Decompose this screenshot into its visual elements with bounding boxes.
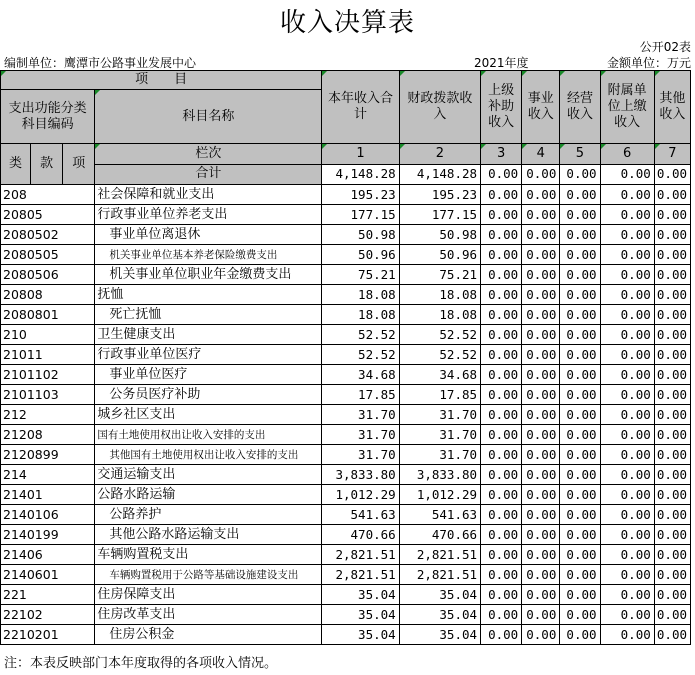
amount-cell: 17.85 <box>399 385 480 405</box>
amount-cell: 0.00 <box>654 185 690 205</box>
amount-cell: 35.04 <box>322 605 399 625</box>
amount-cell: 52.52 <box>322 345 399 365</box>
amount-cell: 0.00 <box>481 405 522 425</box>
subject-name: 住房保障支出 <box>95 585 322 605</box>
amount-cell: 0.00 <box>522 545 560 565</box>
subject-code: 2101103 <box>1 385 95 405</box>
amount-cell: 0.00 <box>654 585 690 605</box>
subject-name: 住房公积金 <box>95 625 322 645</box>
subject-code: 2080505 <box>1 245 95 265</box>
amount-cell: 0.00 <box>600 565 654 585</box>
subject-code: 208 <box>1 185 95 205</box>
amount-cell: 0.00 <box>654 285 690 305</box>
amount-cell: 1,012.29 <box>322 485 399 505</box>
amount-cell: 0.00 <box>560 185 600 205</box>
amount-cell: 0.00 <box>600 185 654 205</box>
header-item: 项 目 <box>1 71 322 90</box>
amount-cell: 0.00 <box>560 265 600 285</box>
subject-code: 2101102 <box>1 365 95 385</box>
page-title: 收入决算表 <box>279 8 415 38</box>
income-table <box>0 70 691 645</box>
amount-cell: 0.00 <box>560 625 600 645</box>
table-row <box>1 385 691 405</box>
amount-cell: 0.00 <box>560 425 600 445</box>
amount-cell: 50.98 <box>322 225 399 245</box>
subject-code: 21011 <box>1 345 95 365</box>
amount-cell: 0.00 <box>481 225 522 245</box>
col-num-2: 2 <box>399 144 480 165</box>
amount-cell: 195.23 <box>322 185 399 205</box>
subject-code: 212 <box>1 405 95 425</box>
amount-cell: 0.00 <box>560 245 600 265</box>
subject-name: 社会保障和就业支出 <box>95 185 322 205</box>
amount-cell: 0.00 <box>600 485 654 505</box>
amount-cell: 0.00 <box>560 385 600 405</box>
amount-cell: 0.00 <box>560 405 600 425</box>
amount-cell: 35.04 <box>399 605 480 625</box>
amount-cell: 0.00 <box>522 425 560 445</box>
header-col-2: 财政拨款收入 <box>399 71 480 144</box>
amount-cell: 0.00 <box>522 285 560 305</box>
amount-cell: 0.00 <box>522 345 560 365</box>
amount-cell: 0.00 <box>654 305 690 325</box>
table-row <box>1 605 691 625</box>
amount-cell: 50.96 <box>322 245 399 265</box>
amount-cell: 0.00 <box>522 205 560 225</box>
subject-name: 车辆购置税用于公路等基础设施建设支出 <box>95 565 322 585</box>
header-heji: 合计 <box>95 164 322 185</box>
table-row <box>1 185 691 205</box>
amount-cell: 0.00 <box>522 225 560 245</box>
amount-cell: 18.08 <box>322 305 399 325</box>
amount-cell: 0.00 <box>481 505 522 525</box>
amount-cell: 0.00 <box>481 585 522 605</box>
header-col-6: 附属单位上缴收入 <box>600 71 654 144</box>
amount-cell: 0.00 <box>600 205 654 225</box>
table-row <box>1 205 691 225</box>
amount-cell: 0.00 <box>481 285 522 305</box>
amount-cell: 31.70 <box>322 405 399 425</box>
amount-cell: 0.00 <box>560 485 600 505</box>
amount-cell: 0.00 <box>481 525 522 545</box>
header-xiang: 项 <box>63 144 95 185</box>
col-num-4: 4 <box>522 144 560 165</box>
subject-name: 其他国有土地使用权出让收入安排的支出 <box>95 445 322 465</box>
amount-cell: 0.00 <box>654 445 690 465</box>
amount-cell: 0.00 <box>481 325 522 345</box>
amount-cell: 0.00 <box>600 265 654 285</box>
amount-cell: 75.21 <box>399 265 480 285</box>
amount-cell: 177.15 <box>322 205 399 225</box>
amount-cell: 0.00 <box>481 465 522 485</box>
header-col-3: 上级补助收入 <box>481 71 522 144</box>
subject-name: 行政事业单位养老支出 <box>95 205 322 225</box>
header-kuan: 款 <box>31 144 63 185</box>
amount-cell: 470.66 <box>322 525 399 545</box>
subject-name: 机关事业单位基本养老保险缴费支出 <box>95 245 322 265</box>
table-row <box>1 625 691 645</box>
col-num-5: 5 <box>560 144 600 165</box>
header-col-1: 本年收入合计 <box>322 71 399 144</box>
form-code: 公开02表 <box>639 40 691 54</box>
amount-cell: 0.00 <box>600 505 654 525</box>
amount-cell: 0.00 <box>560 345 600 365</box>
subject-name: 卫生健康支出 <box>95 325 322 345</box>
amount-cell: 0.00 <box>654 485 690 505</box>
org-label: 编制单位：鹰潭市公路事业发展中心 <box>4 56 197 70</box>
amount-cell: 0.00 <box>522 185 560 205</box>
subject-name: 事业单位医疗 <box>95 365 322 385</box>
amount-cell: 0.00 <box>560 305 600 325</box>
total-value: 0.00 <box>560 164 600 185</box>
amount-cell: 0.00 <box>560 205 600 225</box>
header-row-lanci <box>1 144 691 165</box>
subject-code: 2080801 <box>1 305 95 325</box>
table-row <box>1 425 691 445</box>
amount-cell: 0.00 <box>522 265 560 285</box>
amount-cell: 0.00 <box>654 345 690 365</box>
amount-cell: 31.70 <box>322 425 399 445</box>
amount-cell: 0.00 <box>654 425 690 445</box>
subject-name: 车辆购置税支出 <box>95 545 322 565</box>
amount-cell: 31.70 <box>322 445 399 465</box>
amount-cell: 0.00 <box>522 525 560 545</box>
amount-cell: 0.00 <box>600 445 654 465</box>
amount-cell: 0.00 <box>654 325 690 345</box>
amount-cell: 2,821.51 <box>399 545 480 565</box>
table-row <box>1 325 691 345</box>
subject-name: 住房改革支出 <box>95 605 322 625</box>
amount-cell: 3,833.80 <box>322 465 399 485</box>
subject-code: 2120899 <box>1 445 95 465</box>
table-row <box>1 505 691 525</box>
subject-code: 210 <box>1 325 95 345</box>
amount-cell: 0.00 <box>600 625 654 645</box>
amount-cell: 0.00 <box>481 305 522 325</box>
subject-name: 交通运输支出 <box>95 465 322 485</box>
header-row-1 <box>1 71 691 90</box>
subject-code: 2080502 <box>1 225 95 245</box>
amount-cell: 0.00 <box>600 465 654 485</box>
table-row <box>1 445 691 465</box>
subject-name: 其他公路水路运输支出 <box>95 525 322 545</box>
amount-cell: 52.52 <box>399 345 480 365</box>
amount-cell: 31.70 <box>399 445 480 465</box>
amount-cell: 2,821.51 <box>399 565 480 585</box>
table-row <box>1 465 691 485</box>
amount-cell: 0.00 <box>481 605 522 625</box>
amount-cell: 0.00 <box>522 405 560 425</box>
amount-cell: 0.00 <box>481 545 522 565</box>
amount-cell: 177.15 <box>399 205 480 225</box>
subject-name: 抚恤 <box>95 285 322 305</box>
subject-name: 公务员医疗补助 <box>95 385 322 405</box>
col-num-7: 7 <box>654 144 690 165</box>
subject-name: 事业单位离退休 <box>95 225 322 245</box>
subject-name: 行政事业单位医疗 <box>95 345 322 365</box>
table-row <box>1 565 691 585</box>
amount-cell: 0.00 <box>560 545 600 565</box>
amount-cell: 0.00 <box>522 585 560 605</box>
table-row <box>1 525 691 545</box>
amount-cell: 0.00 <box>654 545 690 565</box>
amount-cell: 3,833.80 <box>399 465 480 485</box>
subject-code: 2140106 <box>1 505 95 525</box>
year-label: 2021年度 <box>474 56 529 70</box>
amount-cell: 0.00 <box>654 265 690 285</box>
amount-cell: 0.00 <box>600 545 654 565</box>
table-row <box>1 265 691 285</box>
amount-cell: 0.00 <box>522 325 560 345</box>
amount-cell: 0.00 <box>522 385 560 405</box>
amount-cell: 0.00 <box>654 405 690 425</box>
table-row <box>1 245 691 265</box>
amount-cell: 0.00 <box>600 385 654 405</box>
header-subject-name: 科目名称 <box>95 90 322 144</box>
amount-cell: 0.00 <box>600 225 654 245</box>
amount-cell: 1,012.29 <box>399 485 480 505</box>
subject-name: 死亡抚恤 <box>95 305 322 325</box>
amount-cell: 0.00 <box>654 385 690 405</box>
header-col-5: 经营收入 <box>560 71 600 144</box>
subject-code: 20808 <box>1 285 95 305</box>
amount-cell: 2,821.51 <box>322 545 399 565</box>
amount-cell: 52.52 <box>322 325 399 345</box>
subject-code: 221 <box>1 585 95 605</box>
subject-code: 21208 <box>1 425 95 445</box>
amount-cell: 0.00 <box>481 565 522 585</box>
amount-cell: 0.00 <box>654 505 690 525</box>
amount-cell: 0.00 <box>560 585 600 605</box>
amount-cell: 0.00 <box>560 505 600 525</box>
subject-code: 2080506 <box>1 265 95 285</box>
header-func-class: 支出功能分类科目编码 <box>1 90 95 144</box>
amount-cell: 0.00 <box>481 425 522 445</box>
amount-cell: 541.63 <box>399 505 480 525</box>
col-num-6: 6 <box>600 144 654 165</box>
total-value: 0.00 <box>654 164 690 185</box>
amount-cell: 0.00 <box>560 325 600 345</box>
table-row <box>1 305 691 325</box>
amount-cell: 18.08 <box>399 305 480 325</box>
header-lei: 类 <box>1 144 31 185</box>
subject-name: 公路水路运输 <box>95 485 322 505</box>
amount-cell: 0.00 <box>654 465 690 485</box>
amount-cell: 18.08 <box>322 285 399 305</box>
unit-label: 金额单位：万元 <box>606 56 691 70</box>
subject-code: 21406 <box>1 545 95 565</box>
amount-cell: 75.21 <box>322 265 399 285</box>
amount-cell: 0.00 <box>600 405 654 425</box>
amount-cell: 0.00 <box>600 605 654 625</box>
subject-name: 机关事业单位职业年金缴费支出 <box>95 265 322 285</box>
col-num-3: 3 <box>481 144 522 165</box>
table-row <box>1 225 691 245</box>
header-col-7: 其他收入 <box>654 71 690 144</box>
amount-cell: 17.85 <box>322 385 399 405</box>
amount-cell: 0.00 <box>654 205 690 225</box>
col-num-1: 1 <box>322 144 399 165</box>
amount-cell: 0.00 <box>560 285 600 305</box>
amount-cell: 35.04 <box>399 625 480 645</box>
amount-cell: 18.08 <box>399 285 480 305</box>
header-col-4: 事业收入 <box>522 71 560 144</box>
amount-cell: 0.00 <box>600 325 654 345</box>
table-row <box>1 485 691 505</box>
amount-cell: 0.00 <box>654 225 690 245</box>
amount-cell: 0.00 <box>522 465 560 485</box>
amount-cell: 0.00 <box>481 625 522 645</box>
subject-name: 城乡社区支出 <box>95 405 322 425</box>
header-lanci: 栏次 <box>95 144 322 165</box>
subject-code: 2140601 <box>1 565 95 585</box>
amount-cell: 0.00 <box>481 265 522 285</box>
amount-cell: 0.00 <box>600 425 654 445</box>
subject-code: 2210201 <box>1 625 95 645</box>
amount-cell: 470.66 <box>399 525 480 545</box>
amount-cell: 31.70 <box>399 405 480 425</box>
amount-cell: 50.96 <box>399 245 480 265</box>
total-value: 4,148.28 <box>399 164 480 185</box>
amount-cell: 0.00 <box>654 565 690 585</box>
table-row <box>1 345 691 365</box>
subject-code: 22102 <box>1 605 95 625</box>
amount-cell: 0.00 <box>481 345 522 365</box>
amount-cell: 34.68 <box>322 365 399 385</box>
amount-cell: 0.00 <box>481 485 522 505</box>
table-row <box>1 585 691 605</box>
amount-cell: 0.00 <box>522 365 560 385</box>
amount-cell: 0.00 <box>560 525 600 545</box>
amount-cell: 0.00 <box>522 565 560 585</box>
amount-cell: 0.00 <box>560 605 600 625</box>
amount-cell: 35.04 <box>322 585 399 605</box>
amount-cell: 0.00 <box>522 305 560 325</box>
amount-cell: 0.00 <box>560 465 600 485</box>
amount-cell: 0.00 <box>481 385 522 405</box>
amount-cell: 0.00 <box>481 245 522 265</box>
amount-cell: 0.00 <box>600 365 654 385</box>
amount-cell: 0.00 <box>522 505 560 525</box>
amount-cell: 0.00 <box>522 605 560 625</box>
subject-name: 国有土地使用权出让收入安排的支出 <box>95 425 322 445</box>
footnote: 注：本表反映部门本年度取得的各项收入情况。 <box>4 656 278 671</box>
amount-cell: 0.00 <box>654 605 690 625</box>
amount-cell: 0.00 <box>522 485 560 505</box>
amount-cell: 34.68 <box>399 365 480 385</box>
total-value: 0.00 <box>600 164 654 185</box>
table-row <box>1 405 691 425</box>
amount-cell: 35.04 <box>399 585 480 605</box>
amount-cell: 0.00 <box>522 245 560 265</box>
subject-name: 公路养护 <box>95 505 322 525</box>
amount-cell: 50.98 <box>399 225 480 245</box>
total-value: 0.00 <box>481 164 522 185</box>
amount-cell: 0.00 <box>481 445 522 465</box>
amount-cell: 2,821.51 <box>322 565 399 585</box>
amount-cell: 541.63 <box>322 505 399 525</box>
amount-cell: 0.00 <box>481 205 522 225</box>
amount-cell: 0.00 <box>600 305 654 325</box>
amount-cell: 52.52 <box>399 325 480 345</box>
amount-cell: 0.00 <box>522 625 560 645</box>
amount-cell: 0.00 <box>560 365 600 385</box>
amount-cell: 0.00 <box>654 525 690 545</box>
amount-cell: 31.70 <box>399 425 480 445</box>
amount-cell: 0.00 <box>481 365 522 385</box>
amount-cell: 0.00 <box>560 565 600 585</box>
amount-cell: 0.00 <box>600 345 654 365</box>
subject-code: 20805 <box>1 205 95 225</box>
amount-cell: 35.04 <box>322 625 399 645</box>
amount-cell: 195.23 <box>399 185 480 205</box>
table-row <box>1 365 691 385</box>
amount-cell: 0.00 <box>600 585 654 605</box>
table-row <box>1 545 691 565</box>
amount-cell: 0.00 <box>560 445 600 465</box>
subject-code: 214 <box>1 465 95 485</box>
amount-cell: 0.00 <box>654 625 690 645</box>
amount-cell: 0.00 <box>600 285 654 305</box>
total-value: 4,148.28 <box>322 164 399 185</box>
amount-cell: 0.00 <box>600 245 654 265</box>
amount-cell: 0.00 <box>600 525 654 545</box>
subject-code: 21401 <box>1 485 95 505</box>
table-row <box>1 285 691 305</box>
subject-code: 2140199 <box>1 525 95 545</box>
amount-cell: 0.00 <box>654 365 690 385</box>
amount-cell: 0.00 <box>522 445 560 465</box>
total-value: 0.00 <box>522 164 560 185</box>
total-row <box>1 164 691 185</box>
amount-cell: 0.00 <box>560 225 600 245</box>
amount-cell: 0.00 <box>654 245 690 265</box>
amount-cell: 0.00 <box>481 185 522 205</box>
unit-line <box>0 54 695 69</box>
